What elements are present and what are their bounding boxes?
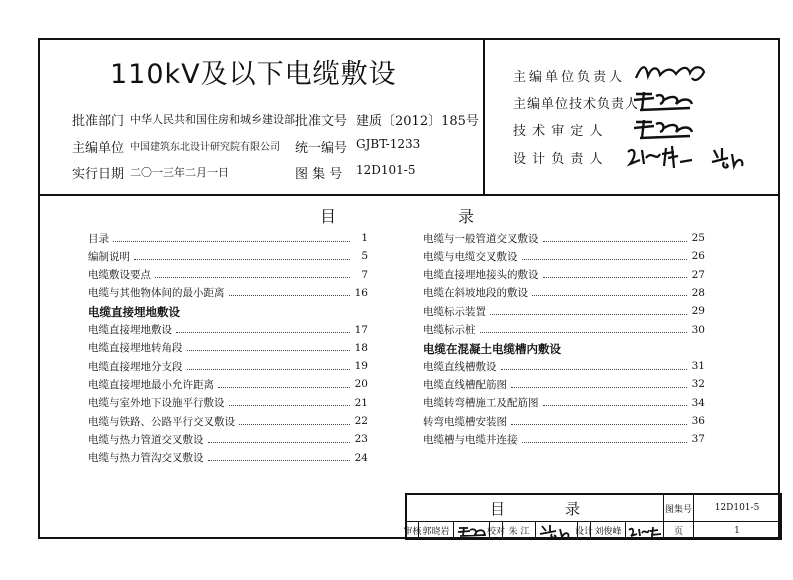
toc-heading-right: 录: [458, 207, 475, 226]
responsible-design-lead: 设 计 负 责 人: [513, 152, 604, 167]
toc-leader-dots: [229, 405, 351, 406]
toc-entry-label: 电缆直线槽敷设: [423, 360, 497, 373]
toc-entry-page: 25: [691, 232, 705, 244]
toc-entry[interactable]: [88, 339, 368, 357]
toc-entry[interactable]: [423, 375, 705, 393]
editor-label: 主编单位: [72, 141, 125, 156]
toc-entry-page: 7: [361, 268, 368, 281]
signature-tech-editor: [630, 88, 700, 114]
toc-entry-page: 30: [691, 323, 705, 336]
effective-label: 实行日期: [72, 167, 125, 182]
toc-entry-label: 电缆直接埋地分支段: [88, 360, 183, 373]
toc-entry-page: 20: [354, 378, 368, 391]
toc-entry-page: 29: [691, 305, 705, 318]
toc-entry[interactable]: [88, 284, 368, 302]
toc-leader-dots: [480, 332, 688, 333]
approval-no-label: 批准文号: [295, 114, 348, 129]
toc-entry-label: 电缆与电缆交叉敷设: [423, 250, 518, 263]
editor: 中国建筑东北设计研究院有限公司: [130, 142, 280, 153]
toc-entry-page: 34: [691, 396, 705, 409]
toc-entry[interactable]: [88, 229, 368, 247]
toc-entry-label: 电缆与其他物体间的最小距离: [88, 287, 225, 300]
signature-design-lead: [622, 142, 752, 172]
toc-entry-label: 电缆直接埋地转角段: [88, 342, 183, 355]
toc-entry-label: 电缆敷设要点: [88, 269, 151, 282]
toc-entry-label: 电缆转弯槽施工及配筋图: [423, 397, 539, 410]
toc-leader-dots: [511, 387, 687, 388]
toc-entry-page: 1: [361, 232, 368, 244]
toc-entry[interactable]: [88, 357, 368, 375]
designer-name: 刘俊峰: [590, 521, 626, 540]
toc-entry-page: 21: [354, 396, 368, 409]
approval-dept-label: 批准部门: [72, 114, 125, 129]
header-vertical-divider: [483, 38, 485, 195]
toc-entry-label: 电缆标示桩: [423, 324, 476, 336]
toc-leader-dots: [155, 277, 350, 278]
toc-entry-label: 电缆直接埋地接头的敷设: [423, 269, 539, 282]
toc-leader-dots: [176, 332, 350, 333]
toc-entry-page: 5: [361, 250, 368, 263]
header-divider: [38, 194, 780, 196]
signature-tech-reviewer: [630, 116, 700, 142]
signature-chief-editor: [632, 60, 712, 84]
toc-leader-dots: [511, 424, 687, 425]
toc-section-heading: 电缆直接埋地敷设: [88, 305, 180, 320]
toc-entry[interactable]: [423, 302, 705, 320]
toc-entry[interactable]: [423, 394, 705, 412]
atlas-no-label: 图 集 号: [295, 167, 343, 182]
responsible-tech-reviewer: 技 术 审 定 人: [513, 124, 604, 139]
toc-leader-dots: [543, 277, 688, 278]
toc-entry[interactable]: [88, 394, 368, 412]
toc-section-heading: 电缆在混凝土电缆槽内敷设: [423, 341, 561, 356]
toc-leader-dots: [208, 460, 351, 461]
toc-leader-dots: [501, 369, 688, 370]
toc-leader-dots: [187, 369, 351, 370]
approval-dept: 中华人民共和国住房和城乡建设部: [130, 113, 295, 126]
page-number: 1: [693, 521, 782, 540]
toc-leader-dots: [522, 442, 688, 443]
toc-entry[interactable]: [423, 247, 705, 265]
design-label: 设计: [577, 521, 591, 540]
toc-entry-page: 17: [354, 323, 368, 336]
toc-entry-label: 电缆直线槽配筋图: [423, 378, 507, 391]
toc-entry[interactable]: [423, 266, 705, 284]
toc-entry-page: 22: [354, 415, 368, 427]
atlas-no: 12D101-5: [356, 163, 416, 177]
toc-entry[interactable]: [423, 321, 705, 339]
toc-entry-label: 电缆与铁路、公路平行交叉敷设: [88, 415, 235, 428]
checker-name: 朱 江: [502, 521, 536, 540]
toc-leader-dots: [543, 241, 688, 242]
toc-entry[interactable]: [88, 247, 368, 265]
atlas-no-cell: 12D101-5: [693, 493, 782, 522]
toc-entry-page: 36: [691, 415, 705, 427]
atlas-title: 110kV及以下电缆敷设: [110, 59, 397, 90]
toc-entry[interactable]: [88, 321, 368, 339]
toc-entry-label: 电缆与一般管道交叉敷设: [423, 232, 539, 245]
title-block-name-left: 目: [489, 499, 505, 518]
checker-signature: [535, 521, 578, 540]
toc-entry[interactable]: [423, 284, 705, 302]
toc-entry[interactable]: [423, 412, 705, 430]
toc-leader-dots: [239, 424, 350, 425]
toc-entry-page: 16: [354, 286, 368, 299]
toc-entry-label: 电缆与热力管道交叉敷设: [88, 433, 204, 446]
toc-entry[interactable]: [88, 266, 368, 284]
toc-entry[interactable]: [88, 430, 368, 448]
toc-entry-label: 电缆与热力管沟交叉敷设: [88, 452, 204, 465]
toc-leader-dots: [229, 295, 351, 296]
toc-entry[interactable]: [88, 449, 368, 467]
toc-heading-left: 目: [320, 207, 337, 226]
atlas-label-cell: 图集号: [663, 493, 694, 522]
toc-entry-label: 编制说明: [88, 250, 130, 263]
unified-no-label: 统一编号: [295, 141, 348, 156]
toc-entry[interactable]: [423, 430, 705, 448]
toc-entry-page: 19: [354, 360, 368, 373]
toc-entry-label: 电缆在斜坡地段的敷设: [423, 287, 528, 300]
toc-entry-page: 27: [691, 268, 705, 281]
review-label: 审核: [405, 521, 419, 540]
toc-leader-dots: [113, 241, 350, 242]
toc-leader-dots: [543, 405, 688, 406]
toc-leader-dots: [218, 387, 350, 388]
toc-leader-dots: [532, 295, 687, 296]
toc-entry-page: 37: [691, 433, 705, 446]
toc-entry-page: 18: [354, 341, 368, 354]
toc-entry-page: 23: [354, 433, 368, 446]
title-block-name-right: 录: [565, 499, 581, 518]
responsible-chief-editor: 主编单位负责人: [513, 70, 626, 85]
toc-entry[interactable]: [423, 229, 705, 247]
toc-entry-page: 31: [691, 360, 705, 373]
toc-leader-dots: [134, 259, 350, 260]
toc-leader-dots: [490, 314, 687, 315]
toc-entry-page: 24: [354, 451, 368, 464]
toc-entry-label: 电缆与室外地下设施平行敷设: [88, 397, 225, 410]
unified-no: GJBT-1233: [356, 137, 421, 151]
designer-signature: [625, 521, 664, 540]
title-block-name: [405, 493, 664, 522]
toc-entry-label: 电缆标示装置: [423, 305, 486, 318]
reviewer-name: 郭晓岩: [418, 521, 454, 540]
title-block: [405, 493, 782, 540]
effective-date: 二〇一三年二月一日: [130, 166, 229, 179]
toc-leader-dots: [187, 350, 351, 351]
toc-entry[interactable]: [88, 375, 368, 393]
toc-entry-label: 目录: [88, 232, 109, 245]
toc-entry-page: 32: [691, 378, 705, 391]
approval-no: 建质〔2012〕185号: [356, 114, 479, 129]
toc-entry-page: 26: [691, 250, 705, 263]
toc-leader-dots: [208, 442, 351, 443]
toc-entry[interactable]: [88, 412, 368, 430]
toc-entry-label: 电缆直接埋地敷设: [88, 324, 172, 336]
check-label: 校对: [489, 521, 503, 540]
responsible-tech-editor: 主编单位技术负责人: [513, 97, 640, 112]
toc-entry-label: 电缆槽与电缆井连接: [423, 433, 518, 446]
page-label: 页: [663, 521, 694, 540]
toc-entry-label: 转弯电缆槽安装图: [423, 415, 507, 428]
toc-entry-label: 电缆直接埋地最小允许距离: [88, 378, 214, 391]
toc-entry[interactable]: [423, 357, 705, 375]
reviewer-signature: [453, 521, 490, 540]
toc-leader-dots: [522, 259, 688, 260]
toc-entry-page: 28: [691, 286, 705, 299]
